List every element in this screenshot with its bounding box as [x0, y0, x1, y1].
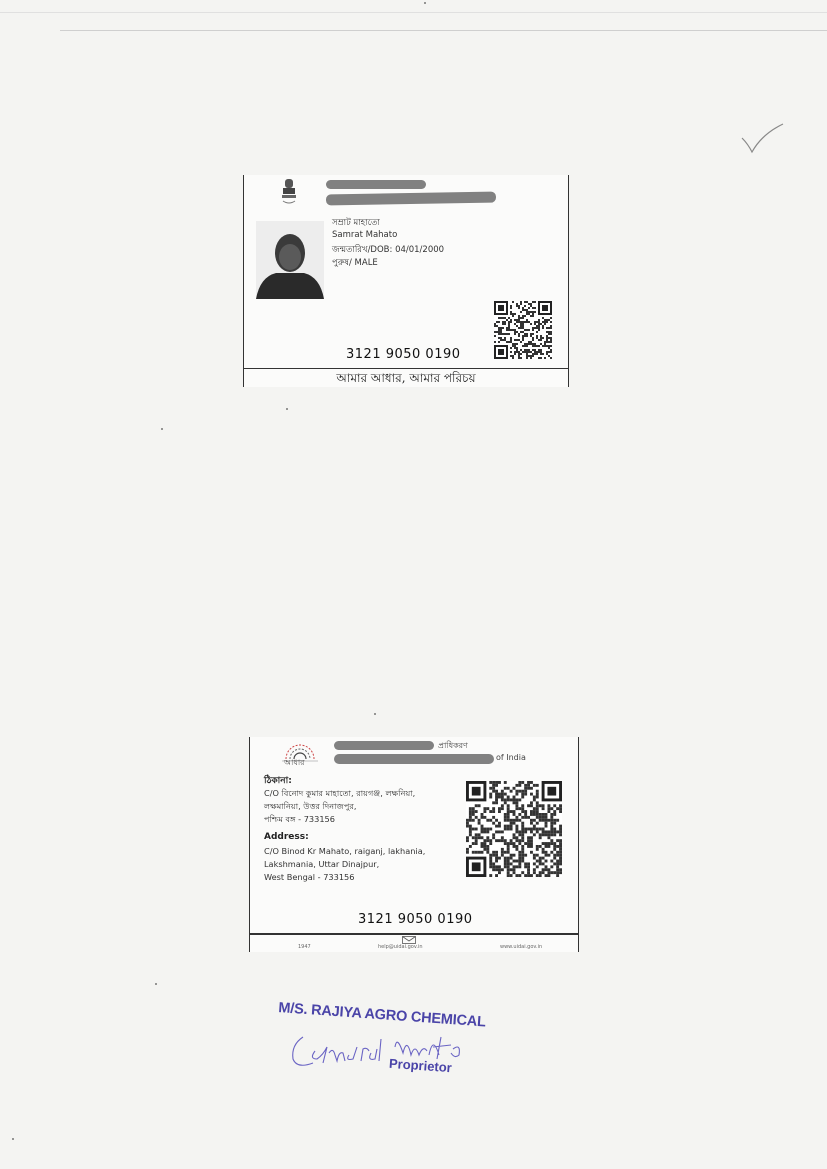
scan-speck	[374, 713, 376, 715]
scan-border-line	[60, 30, 827, 31]
national-emblem-icon	[279, 177, 299, 205]
aadhaar-card-back	[249, 737, 579, 952]
uidai-header-local: প্রাধিকরণ	[438, 741, 468, 750]
address-label-local: ঠিকানা:	[264, 776, 292, 786]
scan-speck	[286, 408, 288, 410]
holder-dob: জন্মতারিখ/DOB: 04/01/2000	[332, 245, 445, 255]
holder-photo	[256, 221, 324, 299]
mail-icon	[402, 936, 416, 944]
footer-divider	[250, 933, 578, 935]
address-local-line-2: লক্ষমানিয়া, উত্তর দিনাজপুর,	[264, 801, 357, 811]
address-local-line-3: পশ্চিম বঙ্গ - 733156	[264, 814, 335, 824]
footer-helpline: 1947	[298, 944, 311, 950]
address-line-3: West Bengal - 733156	[264, 872, 355, 882]
check-mark-icon	[740, 120, 785, 155]
aadhaar-logo-caption: আধার	[284, 758, 305, 767]
redacted-uidai-header	[334, 741, 434, 750]
scan-speck	[424, 2, 426, 4]
scan-speck	[155, 983, 157, 985]
aadhaar-card-front	[243, 175, 569, 387]
address-local-line-1: C/O বিনোদ কুমার মাহাতো, রায়গঞ্জ, লক্ষনিয়া,	[264, 788, 416, 798]
footer-email: help@uidai.gov.in	[378, 944, 423, 950]
holder-name: Samrat Mahato	[332, 230, 398, 240]
qr-code-back	[466, 781, 562, 877]
uidai-header-en: of India	[496, 753, 526, 762]
address-line-1: C/O Binod Kr Mahato, raiganj, lakhania,	[264, 846, 426, 856]
qr-code	[494, 301, 552, 359]
aadhaar-tagline: আমার আধার, আমার পরিচয়	[244, 368, 568, 387]
aadhaar-number-back: 3121 9050 0190	[358, 912, 473, 927]
stamp-role: Proprietor	[388, 1055, 453, 1076]
address-label: Address:	[264, 832, 309, 842]
scan-edge-line	[0, 12, 827, 13]
scan-speck	[12, 1138, 14, 1140]
address-line-2: Lakshmania, Uttar Dinajpur,	[264, 859, 380, 869]
redacted-govt-header-en	[326, 192, 496, 206]
footer-website: www.uidai.gov.in	[500, 944, 543, 950]
redacted-govt-header	[326, 180, 426, 189]
aadhaar-number: 3121 9050 0190	[346, 347, 461, 362]
scan-speck	[161, 428, 163, 430]
company-stamp: M/S. RAJIYA AGRO CHEMICAL	[277, 1000, 487, 1031]
holder-gender: পুরুষ/ MALE	[332, 258, 378, 268]
redacted-uidai-header-en	[334, 754, 494, 764]
holder-name-local: সম্রাট মাহাতো	[332, 218, 380, 228]
